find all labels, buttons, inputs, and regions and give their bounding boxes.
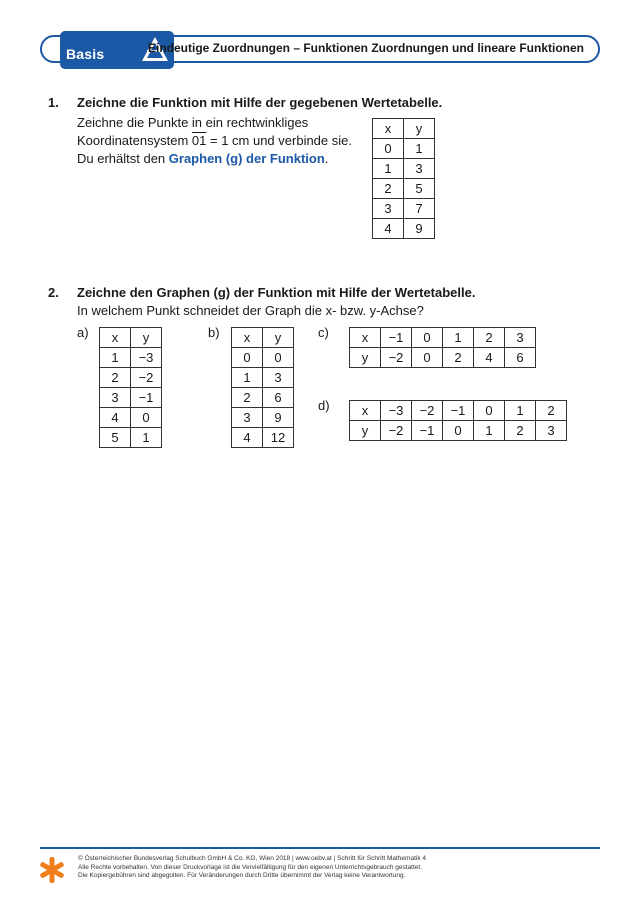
table-cell: 2 xyxy=(232,388,263,408)
page-header xyxy=(40,35,600,63)
task1-title: Zeichne die Funktion mit Hilfe der gegebenen Wertetabelle. xyxy=(77,95,443,110)
header-left-title: Eindeutige Zuordnungen – Funktionen xyxy=(148,41,368,55)
table-cell: 2 xyxy=(373,179,404,199)
table-header-cell: y xyxy=(263,328,294,348)
table-row xyxy=(100,368,162,388)
table-cell: y xyxy=(350,421,381,441)
table-row xyxy=(350,401,567,421)
table-cell: 0 xyxy=(443,421,474,441)
table-cell: 0 xyxy=(232,348,263,368)
table-cell: 3 xyxy=(263,368,294,388)
table-header-cell: y xyxy=(404,119,435,139)
table-cell: 12 xyxy=(263,428,294,448)
task2c-label: c) xyxy=(318,325,329,340)
table-cell: 4 xyxy=(232,428,263,448)
table-cell: 3 xyxy=(536,421,567,441)
table-cell: 0 xyxy=(412,328,443,348)
table-header-row xyxy=(100,328,162,348)
table-cell: 2 xyxy=(536,401,567,421)
task2d-label: d) xyxy=(318,398,330,413)
table-row xyxy=(232,348,294,368)
table-cell: 7 xyxy=(404,199,435,219)
table-cell: 3 xyxy=(404,159,435,179)
table-cell: 0 xyxy=(474,401,505,421)
table-cell: −3 xyxy=(381,401,412,421)
level-badge-label: Basis xyxy=(66,46,105,62)
table-row xyxy=(350,421,567,441)
table-cell: −2 xyxy=(131,368,162,388)
table-cell: 1 xyxy=(100,348,131,368)
table-row xyxy=(373,179,435,199)
table-row xyxy=(373,139,435,159)
task2-title: Zeichne den Graphen (g) der Funktion mit Hilfe der Wertetabelle. xyxy=(77,285,476,300)
table-cell: 5 xyxy=(100,428,131,448)
footer-line3: Die Kopiergebühren sind abgegolten. Für Veränderungen durch Dritte übernimmt der Verlag keine Verantwortung. xyxy=(78,872,406,880)
task2c-value-table xyxy=(349,327,536,368)
table-cell: 6 xyxy=(505,348,536,368)
table-cell: −2 xyxy=(381,421,412,441)
table-cell: 2 xyxy=(505,421,536,441)
table-row xyxy=(232,368,294,388)
table-cell: −1 xyxy=(381,328,412,348)
task2-subtitle: In welchem Punkt schneidet der Graph die x- bzw. y-Achse? xyxy=(77,303,424,318)
footer-copyright xyxy=(78,855,598,881)
table-cell: 1 xyxy=(373,159,404,179)
task2b-value-table xyxy=(231,327,294,448)
task1-number: 1. xyxy=(48,95,59,110)
task1-line3-post: . xyxy=(324,151,329,166)
table-header-cell: x xyxy=(373,119,404,139)
table-header-cell: x xyxy=(100,328,131,348)
table-cell: 0 xyxy=(373,139,404,159)
table-row xyxy=(232,428,294,448)
table-cell: −1 xyxy=(443,401,474,421)
table-row xyxy=(100,348,162,368)
table-cell: x xyxy=(350,401,381,421)
table-cell: y xyxy=(350,348,381,368)
table-cell: −2 xyxy=(412,401,443,421)
task1-line3-highlight: Graphen (g) der Funktion xyxy=(168,151,325,166)
table-cell: 9 xyxy=(404,219,435,239)
table-cell: 0 xyxy=(412,348,443,368)
footer-line2: Alle Rechte vorbehalten. Von dieser Druckvorlage ist die Vervielfältigung für den eigenen Unterrichtsgebrauch gestattet. xyxy=(78,863,422,871)
table-cell: x xyxy=(350,328,381,348)
table-cell: 9 xyxy=(263,408,294,428)
table-cell: 0 xyxy=(131,408,162,428)
table-header-cell: y xyxy=(131,328,162,348)
task2d-value-table xyxy=(349,400,567,441)
footer-divider xyxy=(40,847,600,849)
task2a-label: a) xyxy=(77,325,89,340)
table-row xyxy=(373,159,435,179)
task2a-value-table xyxy=(99,327,162,448)
table-header-row xyxy=(373,119,435,139)
table-cell: 3 xyxy=(373,199,404,219)
task1-value-table xyxy=(372,118,435,239)
table-header-row xyxy=(232,328,294,348)
table-cell: 1 xyxy=(474,421,505,441)
oebv-asterisk-logo xyxy=(38,855,66,885)
table-cell: 4 xyxy=(100,408,131,428)
table-row xyxy=(350,348,536,368)
table-row xyxy=(232,388,294,408)
table-cell: 4 xyxy=(474,348,505,368)
table-row xyxy=(232,408,294,428)
task1-line3 xyxy=(77,151,328,166)
task1-line2-pre: Koordinatensystem xyxy=(77,133,192,148)
table-row xyxy=(373,199,435,219)
table-header-cell: x xyxy=(232,328,263,348)
task2-number: 2. xyxy=(48,285,59,300)
table-cell: 3 xyxy=(100,388,131,408)
table-cell: 1 xyxy=(505,401,536,421)
footer-line1: © Österreichischer Bundesverlag Schulbuch GmbH & Co. KG, Wien 2018 | www.oebv.at | Schritt für Schritt Mathematik 4 xyxy=(78,855,426,862)
table-cell: −2 xyxy=(381,348,412,368)
table-row xyxy=(100,428,162,448)
task1-line3-pre: Du erhältst den xyxy=(77,151,169,166)
table-cell: 2 xyxy=(474,328,505,348)
table-cell: 1 xyxy=(232,368,263,388)
table-cell: 6 xyxy=(263,388,294,408)
table-cell: 1 xyxy=(443,328,474,348)
header-right-title: Zuordnungen und lineare Funktionen xyxy=(371,41,584,55)
table-cell: 2 xyxy=(443,348,474,368)
table-cell: 4 xyxy=(373,219,404,239)
table-row xyxy=(100,388,162,408)
table-row xyxy=(100,408,162,428)
table-cell: −1 xyxy=(131,388,162,408)
table-cell: −3 xyxy=(131,348,162,368)
table-cell: 3 xyxy=(505,328,536,348)
table-cell: 1 xyxy=(404,139,435,159)
table-row xyxy=(373,219,435,239)
table-cell: 2 xyxy=(100,368,131,388)
task1-line2-post: = 1 cm und verbinde sie. xyxy=(206,133,352,148)
task2b-label: b) xyxy=(208,325,220,340)
table-cell: 0 xyxy=(263,348,294,368)
table-row xyxy=(350,328,536,348)
task1-line2 xyxy=(77,133,352,148)
table-cell: 5 xyxy=(404,179,435,199)
table-cell: −1 xyxy=(412,421,443,441)
task1-line1: Zeichne die Punkte in ein rechtwinkliges xyxy=(77,115,309,130)
task1-line2-overline: 01 xyxy=(191,133,207,148)
table-cell: 1 xyxy=(131,428,162,448)
table-cell: 3 xyxy=(232,408,263,428)
